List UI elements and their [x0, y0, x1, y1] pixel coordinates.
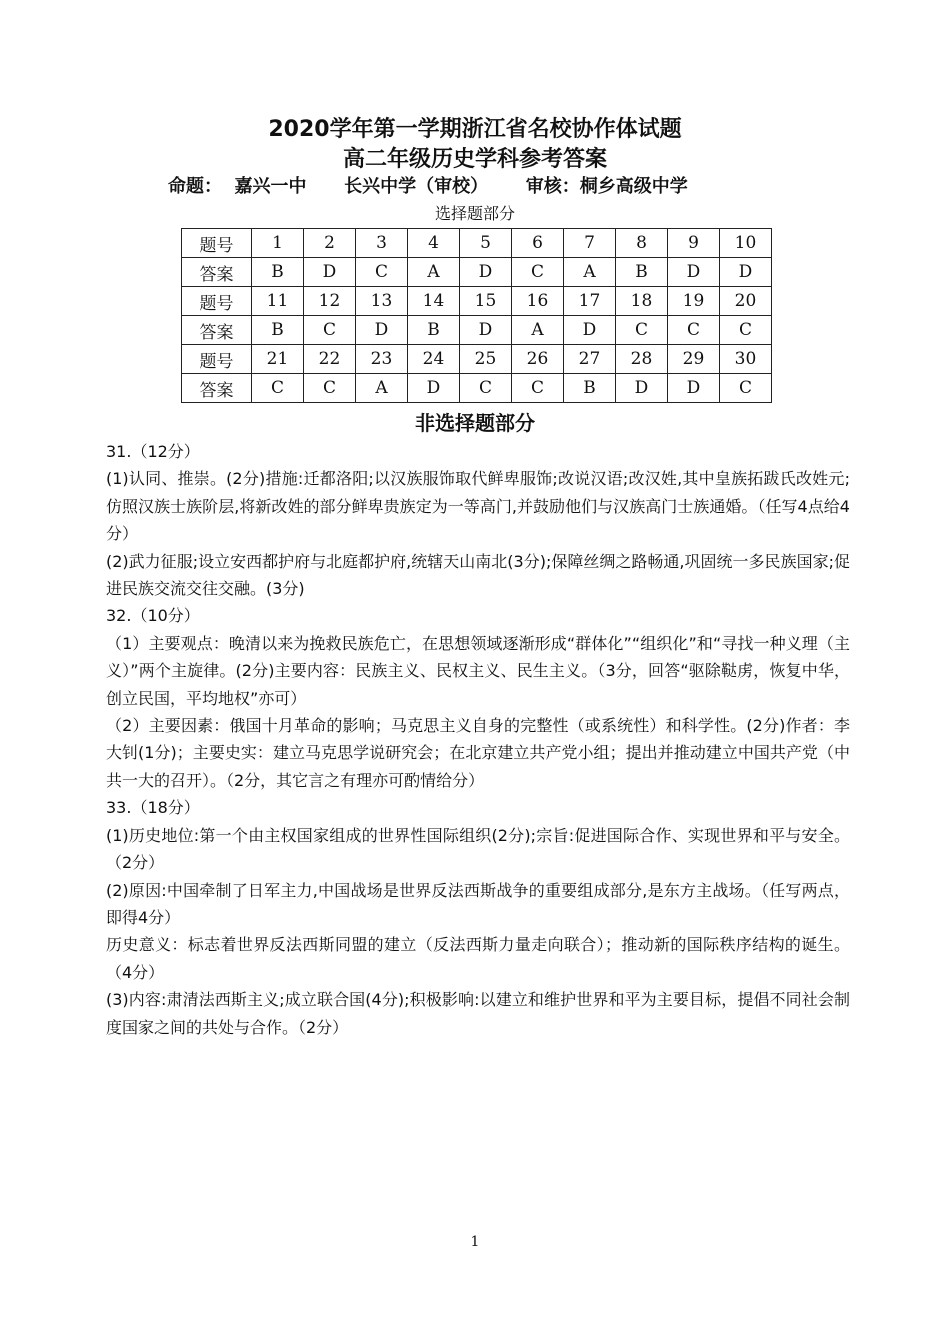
table-cell: D: [460, 316, 512, 345]
table-cell: 27: [564, 345, 616, 374]
table-cell: B: [616, 258, 668, 287]
table-cell: C: [304, 316, 356, 345]
table-row: [182, 374, 772, 403]
question-31-part-1: (1)认同、推崇。(2分)措施:迁都洛阳;以汉族服饰取代鲜卑服饰;改说汉语;改汉姓,其中皇族拓跋氏改姓元;仿照汉族士族阶层,将新改姓的部分鲜卑贵族定为一等高门,并鼓励他们与汉族高门士族通婚。（任写4点给4分）: [106, 469, 850, 544]
row-label: 题号: [182, 287, 252, 316]
table-row: [182, 258, 772, 287]
question-32-heading: 32.（10分）: [106, 606, 200, 626]
row-label: 题号: [182, 229, 252, 258]
table-cell: 13: [356, 287, 408, 316]
table-row: [182, 345, 772, 374]
table-cell: 10: [720, 229, 772, 258]
table-cell: C: [252, 374, 304, 403]
table-cell: B: [564, 374, 616, 403]
question-31-heading: 31.（12分）: [106, 442, 200, 461]
table-cell: 29: [668, 345, 720, 374]
table-cell: C: [512, 374, 564, 403]
table-cell: 12: [304, 287, 356, 316]
answer-body-text: [106, 438, 850, 1041]
table-cell: 9: [668, 229, 720, 258]
question-33-heading: 33.（18分）: [106, 798, 200, 818]
table-cell: D: [616, 374, 668, 403]
section-heading-nonchoice: 非选择题部分: [415, 411, 535, 435]
table-cell: B: [252, 258, 304, 287]
table-cell: D: [356, 316, 408, 345]
section-heading-choice: 选择题部分: [434, 204, 515, 223]
table-cell: 23: [356, 345, 408, 374]
answer-table: [181, 228, 772, 403]
table-cell: A: [356, 374, 408, 403]
table-cell: C: [512, 258, 564, 287]
table-cell: 1: [252, 229, 304, 258]
table-cell: 16: [512, 287, 564, 316]
table-cell: B: [252, 316, 304, 345]
table-row: [182, 316, 772, 345]
table-cell: A: [512, 316, 564, 345]
table-cell: 30: [720, 345, 772, 374]
table-cell: 7: [564, 229, 616, 258]
table-cell: C: [356, 258, 408, 287]
table-cell: 15: [460, 287, 512, 316]
table-cell: C: [720, 374, 772, 403]
credits-line: 命题： 嘉兴一中 长兴中学（审校） 审核：桐乡高级中学: [168, 176, 688, 197]
question-33-part-3: (3)内容:肃清法西斯主义;成立联合国(4分);积极影响:以建立和维护世界和平为主要目标，提倡不同社会制度国家之间的共处与合作。（2分）: [106, 990, 850, 1037]
document-subtitle: 高二年级历史学科参考答案: [342, 147, 607, 172]
question-33-part-1: (1)历史地位:第一个由主权国家组成的世界性国际组织(2分);宗旨:促进国际合作、实现世界和平与安全。（2分）: [106, 825, 850, 873]
row-label: 答案: [182, 316, 252, 345]
page-number: 1: [470, 1234, 480, 1250]
table-cell: D: [408, 374, 460, 403]
table-cell: 18: [616, 287, 668, 316]
table-cell: 14: [408, 287, 460, 316]
table-cell: 25: [460, 345, 512, 374]
table-cell: D: [564, 316, 616, 345]
table-cell: D: [720, 258, 772, 287]
table-cell: 22: [304, 345, 356, 374]
table-row: [182, 229, 772, 258]
table-cell: C: [304, 374, 356, 403]
table-cell: 28: [616, 345, 668, 374]
table-cell: D: [668, 374, 720, 403]
table-cell: B: [408, 316, 460, 345]
table-cell: 8: [616, 229, 668, 258]
table-cell: C: [720, 316, 772, 345]
question-33-part-2-significance: 历史意义：标志着世界反法西斯同盟的建立（反法西斯力量走向联合）；推动新的国际秩序结构的诞生。（4分）: [106, 935, 850, 982]
row-label: 答案: [182, 258, 252, 287]
question-33-part-2: (2)原因:中国牵制了日军主力,中国战场是世界反法西斯战争的重要组成部分,是东方主战场。（任写两点，即得4分）: [106, 880, 850, 927]
table-cell: 20: [720, 287, 772, 316]
question-32-part-2: （2）主要因素：俄国十月革命的影响；马克思主义自身的完整性（或系统性）和科学性。(2分)作者：李大钊(1分)；主要史实：建立马克思学说研究会；在北京建立共产党小组；提出并推动建立中国共产党（中共一大的召开）。（2分，其它言之有理亦可酌情给分）: [106, 716, 850, 790]
table-cell: 21: [252, 345, 304, 374]
table-cell: 5: [460, 229, 512, 258]
table-cell: C: [460, 374, 512, 403]
table-cell: A: [408, 258, 460, 287]
table-cell: 24: [408, 345, 460, 374]
table-cell: 26: [512, 345, 564, 374]
table-cell: 4: [408, 229, 460, 258]
table-cell: 19: [668, 287, 720, 316]
table-cell: 3: [356, 229, 408, 258]
row-label: 答案: [182, 374, 252, 403]
table-cell: 2: [304, 229, 356, 258]
table-cell: D: [460, 258, 512, 287]
table-cell: C: [668, 316, 720, 345]
table-cell: 17: [564, 287, 616, 316]
table-cell: 11: [252, 287, 304, 316]
question-32-part-1: （1）主要观点：晚清以来为挽救民族危亡，在思想领域逐渐形成“群体化”“组织化”和“寻找一种义理（主义）”两个主旋律。(2分)主要内容：民族主义、民权主义、民生主义。（3分，回答“驱除鞑虏，恢复中华，创立民国，平均地权”亦可）: [106, 633, 850, 708]
table-cell: D: [668, 258, 720, 287]
question-31-part-2: (2)武力征服;设立安西都护府与北庭都护府,统辖天山南北(3分);保障丝绸之路畅通,巩固统一多民族国家;促进民族交流交往交融。(3分): [106, 551, 850, 599]
table-cell: C: [616, 316, 668, 345]
table-cell: D: [304, 258, 356, 287]
row-label: 题号: [182, 345, 252, 374]
table-cell: A: [564, 258, 616, 287]
document-title: 2020学年第一学期浙江省名校协作体试题: [268, 117, 682, 142]
table-cell: 6: [512, 229, 564, 258]
table-row: [182, 287, 772, 316]
